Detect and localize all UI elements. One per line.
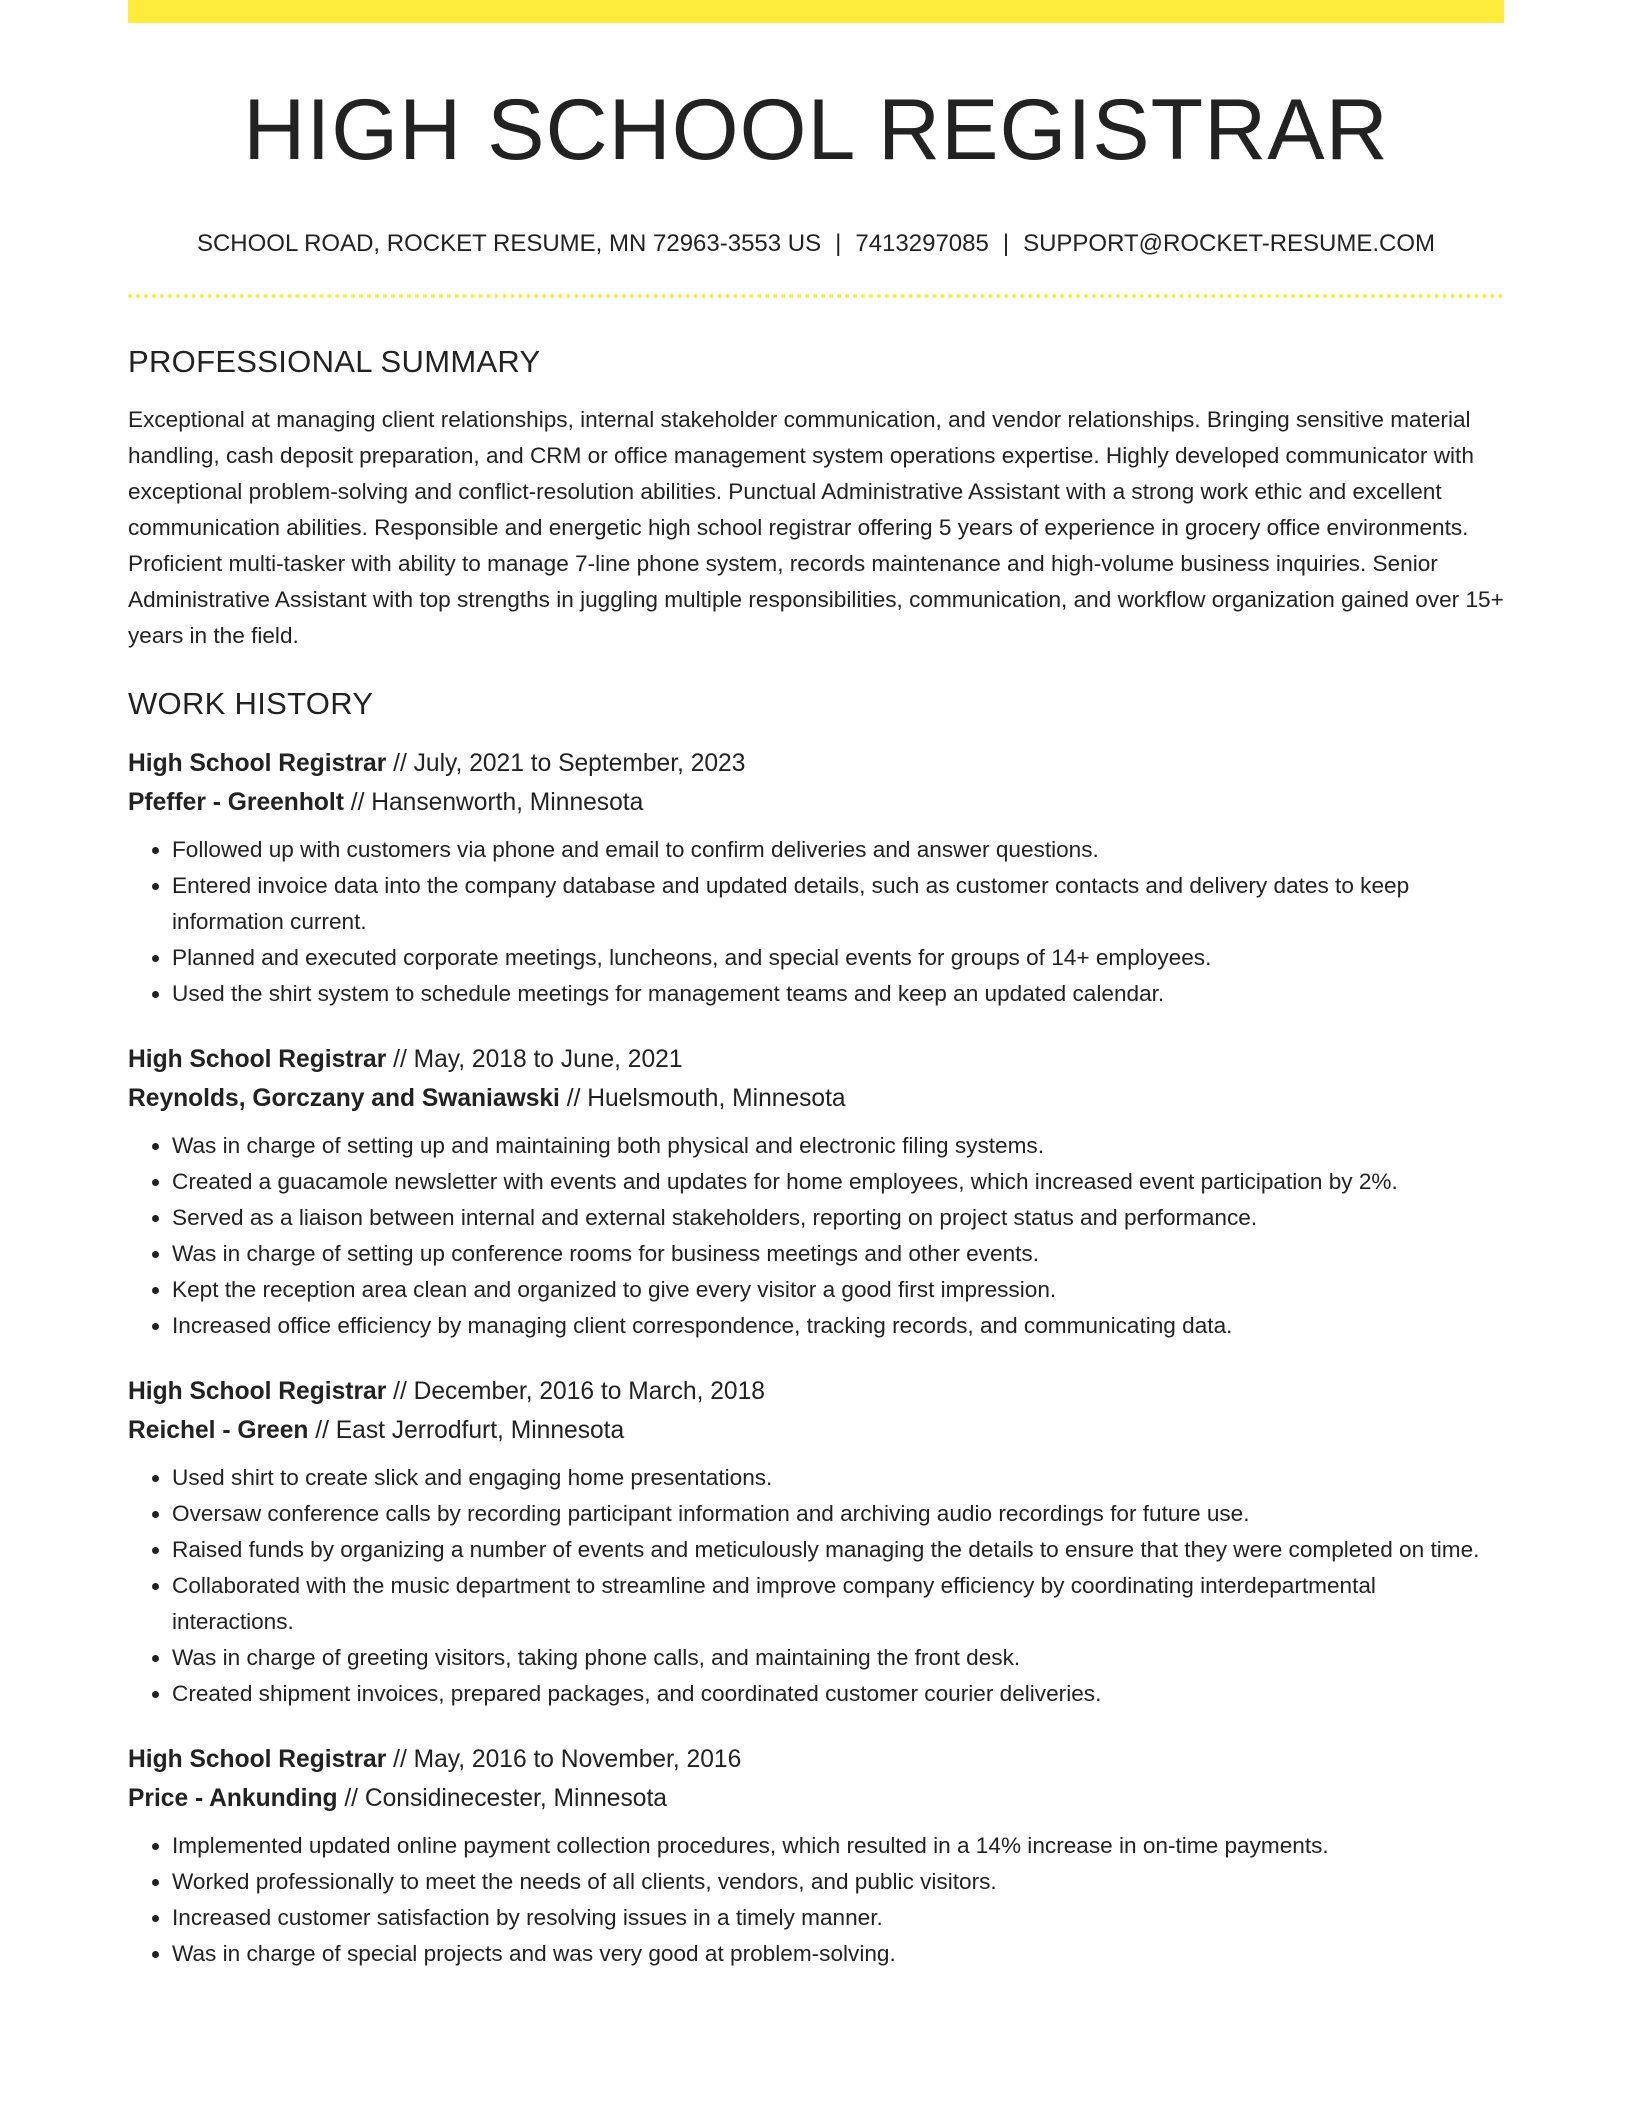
job-bullet-list [128,1128,1504,1344]
job-bullet: • Was in charge of greeting visitors, taking phone calls, and maintaining the front desk. [172,1640,1504,1676]
job-bullet: • Was in charge of special projects and was very good at problem-solving. [172,1936,1504,1972]
job-bullet: • Followed up with customers via phone and email to confirm deliveries and answer questions. [172,832,1504,868]
job-location: // Huelsmouth, Minnesota [559,1085,846,1113]
job-company: Pfeffer - Greenholt [128,789,344,817]
job-bullet-list [128,1460,1504,1712]
job-bullet: • Worked professionally to meet the needs of all clients, vendors, and public visitors. [172,1864,1504,1900]
job-location: // East Jerrodfurt, Minnesota [308,1417,625,1445]
job-bullet: • Was in charge of setting up and maintaining both physical and electronic filing systems. [172,1128,1504,1164]
job-dates: // May, 2016 to November, 2016 [386,1746,742,1774]
job-location: // Hansenworth, Minnesota [343,789,644,817]
job-bullet: • Was in charge of setting up conference rooms for business meetings and other events. [172,1236,1504,1272]
job-dates: // May, 2018 to June, 2021 [386,1046,683,1074]
job-entry [128,1372,1504,1712]
job-bullet: • Entered invoice data into the company database and updated details, such as customer contacts and delivery dates to keep information current. [172,868,1504,940]
job-location: // Considinecester, Minnesota [337,1785,667,1813]
job-dates: // December, 2016 to March, 2018 [386,1378,765,1406]
contact-phone: 7413297085 [855,229,989,257]
job-company: Price - Ankunding [128,1785,338,1813]
job-role: High School Registrar [128,1746,387,1774]
job-role: High School Registrar [128,1378,387,1406]
job-entry [128,1740,1504,1972]
job-role-line [128,744,1504,783]
resume-name-heading: HIGH SCHOOL REGISTRAR [243,82,1389,178]
contact-separator: | [835,229,842,257]
job-role-line [128,1372,1504,1411]
contact-line [128,230,1504,259]
job-role-line [128,1040,1504,1079]
job-entry [128,1040,1504,1344]
job-bullet: • Implemented updated online payment collection procedures, which resulted in a 14% increase in on-time payments. [172,1828,1504,1864]
job-bullet-list [128,1828,1504,1972]
job-bullet: • Used the shirt system to schedule meetings for management teams and keep an updated calendar. [172,976,1504,1012]
job-company-line [128,1079,1504,1118]
job-bullet: • Increased office efficiency by managing client correspondence, tracking records, and communicating data. [172,1308,1504,1344]
contact-email: SUPPORT@ROCKET-RESUME.COM [1023,229,1436,257]
contact-address: SCHOOL ROAD, ROCKET RESUME, MN 72963-3553 US [196,229,822,257]
job-bullet: • Kept the reception area clean and organized to give every visitor a good first impression. [172,1272,1504,1308]
job-company: Reynolds, Gorczany and Swaniawski [128,1085,560,1113]
job-bullet: • Increased customer satisfaction by resolving issues in a timely manner. [172,1900,1504,1936]
work-history-section-title: WORK HISTORY [128,686,374,722]
summary-section-title: PROFESSIONAL SUMMARY [128,344,541,380]
job-role-line [128,1740,1504,1779]
summary-paragraph: Exceptional at managing client relationships, internal stakeholder communication, and vendor relationships. Bringing sensitive material handling, cash deposit preparation, and CRM or office management system operations expertise. Highly developed communicator with exceptional problem-solving and conflict-resolution abilities. Punctual Administrative Assistant with a strong work ethic and excellent communication abilities. Responsible and energetic high school registrar offering 5 years of experience in grocery office environments. Proficient multi-tasker with ability to manage 7-line phone system, records maintenance and high-volume business inquiries. Senior Administrative Assistant with top strengths in juggling multiple responsibilities, communication, and workflow organization gained over 15+ years in the field. [128,407,1504,649]
job-bullet-list [128,832,1504,1012]
job-bullet: • Created shipment invoices, prepared packages, and coordinated customer courier deliveries. [172,1676,1504,1712]
job-bullet: • Created a guacamole newsletter with events and updates for home employees, which increased event participation by 2%. [172,1164,1504,1200]
contact-separator: | [1002,229,1010,257]
job-role: High School Registrar [128,750,387,778]
dotted-divider [128,294,1504,298]
job-company-line [128,1411,1504,1450]
job-role: High School Registrar [128,1046,387,1074]
job-bullet: • Raised funds by organizing a number of events and meticulously managing the details to ensure that they were completed on time. [172,1532,1504,1568]
job-bullet: • Oversaw conference calls by recording participant information and archiving audio recordings for future use. [172,1496,1504,1532]
job-company-line [128,783,1504,822]
resume-page [128,0,1504,1972]
job-bullet: • Served as a liaison between internal and external stakeholders, reporting on project status and performance. [172,1200,1504,1236]
job-entry [128,744,1504,1012]
accent-top-bar [128,0,1504,23]
job-bullet: • Collaborated with the music department to streamline and improve company efficiency by coordinating interdepartmental interactions. [172,1568,1504,1640]
job-company-line [128,1779,1504,1818]
job-company: Reichel - Green [128,1417,309,1445]
job-bullet: • Used shirt to create slick and engaging home presentations. [172,1460,1504,1496]
job-dates: // July, 2021 to September, 2023 [386,750,746,778]
job-bullet: • Planned and executed corporate meetings, luncheons, and special events for groups of 14+ employees. [172,940,1504,976]
